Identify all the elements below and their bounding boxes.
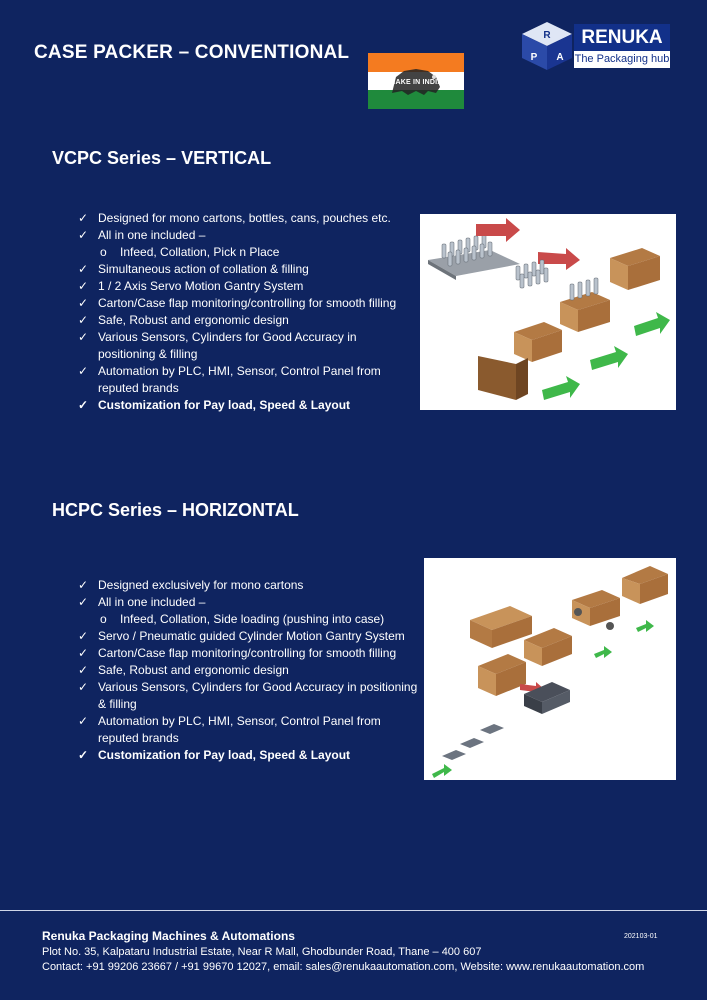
checkmark-icon: ✓ (78, 748, 89, 762)
feature-item (78, 244, 408, 261)
checkmark-icon: ✓ (78, 663, 89, 677)
checkmark-icon: ✓ (78, 279, 89, 293)
feature-item (78, 227, 408, 244)
checkmark-icon: ✓ (78, 364, 89, 378)
footer-contact: Contact: +91 99206 23667 / +91 99670 12027, email: sales@renukaautomation.com, Website: www.renukaautomation.com (42, 961, 645, 973)
checkmark-icon: ✓ (78, 714, 89, 728)
feature-text: Designed exclusively for mono cartons (98, 578, 304, 592)
checkmark-icon: ✓ (78, 262, 89, 276)
section-title-hcpc: HCPC Series – HORIZONTAL (52, 500, 299, 520)
feature-text: Customization for Pay load, Speed & Layout (98, 748, 351, 762)
feature-text: Infeed, Collation, Pick n Place (120, 245, 280, 259)
checkmark-icon: ✓ (78, 313, 89, 327)
feature-text: Carton/Case flap monitoring/controlling for smooth filling (98, 296, 397, 310)
brand-name: RENUKA (574, 24, 670, 51)
checkmark-icon: ✓ (78, 646, 89, 660)
cube-icon (518, 20, 576, 72)
feature-item (78, 295, 408, 312)
feature-item (78, 662, 418, 679)
make-in-india-logo (368, 53, 464, 109)
feature-item (78, 397, 408, 414)
feature-item (78, 329, 408, 363)
feature-text: All in one included – (98, 228, 206, 242)
cube-letter-r: R (543, 30, 551, 41)
feature-item (78, 210, 408, 227)
feature-item (78, 628, 418, 645)
checkmark-icon: ✓ (78, 680, 89, 694)
feature-item (78, 261, 408, 278)
feature-text: Automation by PLC, HMI, Sensor, Control Panel from reputed brands (98, 714, 381, 745)
checkmark-icon: ✓ (78, 330, 89, 344)
brand-tagline: The Packaging hub (574, 51, 670, 68)
feature-item (78, 645, 418, 662)
footer-company: Renuka Packaging Machines & Automations (42, 929, 295, 943)
feature-text: Various Sensors, Cylinders for Good Accuracy in positioning & filling (98, 680, 418, 711)
checkmark-icon: ✓ (78, 296, 89, 310)
section-title-vcpc: VCPC Series – VERTICAL (52, 148, 272, 168)
checkmark-icon: ✓ (78, 578, 89, 592)
checkmark-icon: ✓ (78, 629, 89, 643)
bullet-circle-icon: o (100, 245, 107, 259)
footer-divider (0, 910, 707, 911)
cube-letter-a: A (556, 52, 564, 63)
feature-text: Simultaneous action of collation & filling (98, 262, 309, 276)
feature-item (78, 278, 408, 295)
feature-text: Safe, Robust and ergonomic design (98, 663, 289, 677)
feature-text: Carton/Case flap monitoring/controlling for smooth filling (98, 646, 397, 660)
feature-list-hcpc (78, 577, 418, 764)
checkmark-icon: ✓ (78, 595, 89, 609)
feature-item (78, 312, 408, 329)
feature-text: Servo / Pneumatic guided Cylinder Motion Gantry System (98, 629, 405, 643)
checkmark-icon: ✓ (78, 398, 89, 412)
feature-text: Customization for Pay load, Speed & Layout (98, 398, 351, 412)
feature-text: All in one included – (98, 595, 206, 609)
feature-item (78, 594, 418, 611)
feature-list-vcpc (78, 210, 408, 414)
feature-text: Various Sensors, Cylinders for Good Accuracy in positioning & filling (98, 330, 357, 361)
feature-item (78, 747, 418, 764)
feature-item (78, 611, 418, 628)
feature-item (78, 363, 408, 397)
checkmark-icon: ✓ (78, 228, 89, 242)
feature-item (78, 679, 418, 713)
feature-item (78, 577, 418, 594)
bullet-circle-icon: o (100, 612, 107, 626)
feature-text: Designed for mono cartons, bottles, cans, pouches etc. (98, 211, 391, 225)
cube-letter-p: P (530, 52, 538, 63)
feature-text: Automation by PLC, HMI, Sensor, Control Panel from reputed brands (98, 364, 381, 395)
feature-text: Safe, Robust and ergonomic design (98, 313, 289, 327)
footer-doc-code: 202103-01 (624, 933, 658, 940)
vcpc-product-image (420, 214, 676, 410)
footer-address: Plot No. 35, Kalpataru Industrial Estate, Near R Mall, Ghodbunder Road, Thane – 400 607 (42, 946, 482, 958)
hcpc-product-image (424, 558, 676, 780)
feature-item (78, 713, 418, 747)
feature-text: Infeed, Collation, Side loading (pushing into case) (120, 612, 385, 626)
checkmark-icon: ✓ (78, 211, 89, 225)
page-title: CASE PACKER – CONVENTIONAL (34, 42, 350, 63)
make-in-india-text: MAKE IN INDIA (389, 79, 443, 86)
feature-text: 1 / 2 Axis Servo Motion Gantry System (98, 279, 304, 293)
